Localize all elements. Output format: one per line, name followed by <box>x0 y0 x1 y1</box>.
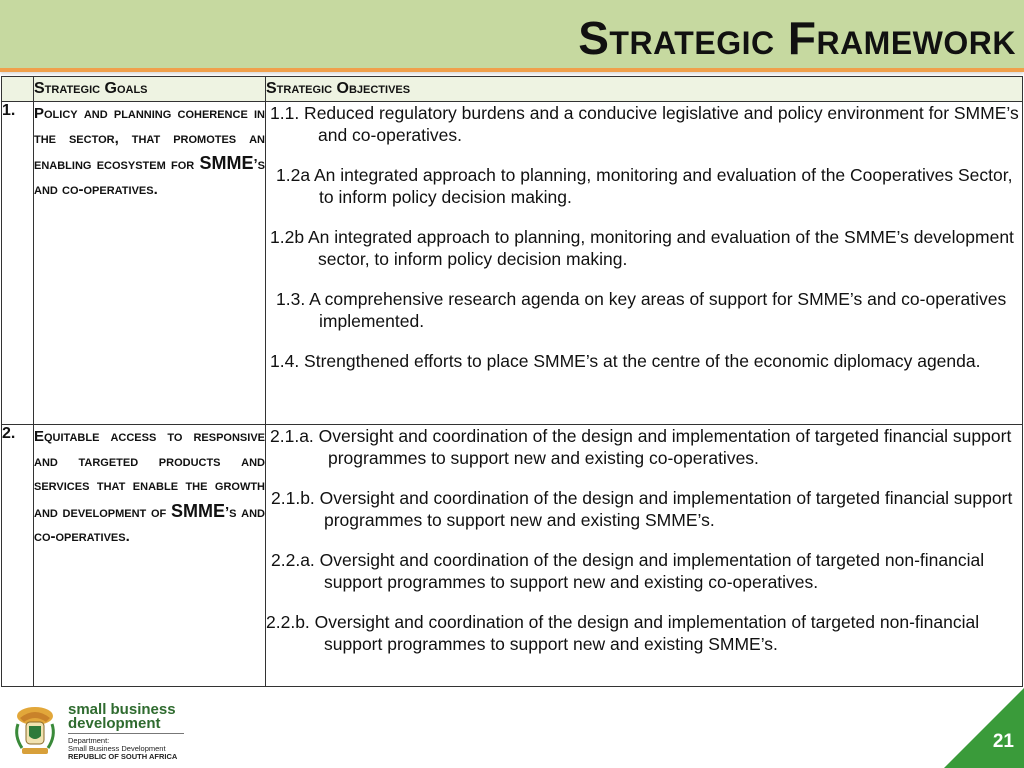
header-goals: Strategic Goals <box>34 77 266 102</box>
goal-text-smme: SMME <box>199 153 254 173</box>
table-row <box>2 425 1023 687</box>
header-number-cell <box>2 77 34 102</box>
objective-item: 1.1. Reduced regulatory burdens and a conducive legislative and policy environment for SMME’s and co-operatives. <box>270 103 1019 145</box>
logo-divider <box>68 733 184 734</box>
objective-item: 1.3. A comprehensive research agenda on key areas of support for SMME’s and co-operatives implemented. <box>276 289 1007 331</box>
strategic-goal <box>34 102 266 425</box>
objective-item: 1.2a An integrated approach to planning, monitoring and evaluation of the Cooperatives Sector, to inform policy decision making. <box>276 165 1013 207</box>
strategic-goal <box>34 425 266 687</box>
page-number: 21 <box>992 731 1014 752</box>
goal-text: ’s and co-operatives. <box>34 503 265 545</box>
department-name: Small Business Development <box>68 744 166 753</box>
table-header-row <box>2 77 1023 102</box>
goal-text: ’s and co-operatives. <box>34 156 265 198</box>
objectives-cell <box>266 425 1023 687</box>
title-banner <box>0 0 1024 72</box>
objective-item: 1.4. Strengthened efforts to place SMME’s at the centre of the economic diplomacy agenda. <box>270 351 981 371</box>
department-logo <box>10 700 210 762</box>
goal-text: Equitable access to responsive and targeted products and services that enable the growth and development of <box>34 428 265 521</box>
table-row <box>2 102 1023 425</box>
objective-item: 2.1.a. Oversight and coordination of the design and implementation of targeted financial support programmes to support new and existing co-operatives. <box>270 426 1012 468</box>
logo-text: small business <box>68 701 176 718</box>
goal-text-smme: SMME <box>170 500 225 521</box>
objective-item: 2.1.b. Oversight and coordination of the design and implementation of targeted financial support programmes to support new and existing SMME’s. <box>271 488 1013 530</box>
country-name: REPUBLIC OF SOUTH AFRICA <box>68 752 178 761</box>
goal-text: Policy and planning coherence in the sector, that promotes an enabling ecosystem for <box>34 105 265 173</box>
department-label: Department: <box>68 736 110 745</box>
objective-item: 2.2.a. Oversight and coordination of the design and implementation of targeted non-financial support programmes to support new and existing co-operatives. <box>271 550 985 592</box>
slide-title: Strategic Framework <box>578 12 1016 64</box>
objective-item: 2.2.b. Oversight and coordination of the design and implementation of targeted non-financial support programmes to support new and existing SMME’s. <box>266 612 980 654</box>
goal-number: 2. <box>2 425 34 687</box>
goal-number: 1. <box>2 102 34 425</box>
page-corner-triangle <box>944 688 1024 768</box>
logo-text: development <box>68 715 161 732</box>
coat-of-arms-icon <box>12 704 58 760</box>
strategic-framework-table <box>1 76 1023 687</box>
header-objectives: Strategic Objectives <box>266 77 1023 102</box>
objectives-cell <box>266 102 1023 425</box>
objective-item: 1.2b An integrated approach to planning, monitoring and evaluation of the SMME’s development sector, to inform policy decision making. <box>270 227 1014 269</box>
